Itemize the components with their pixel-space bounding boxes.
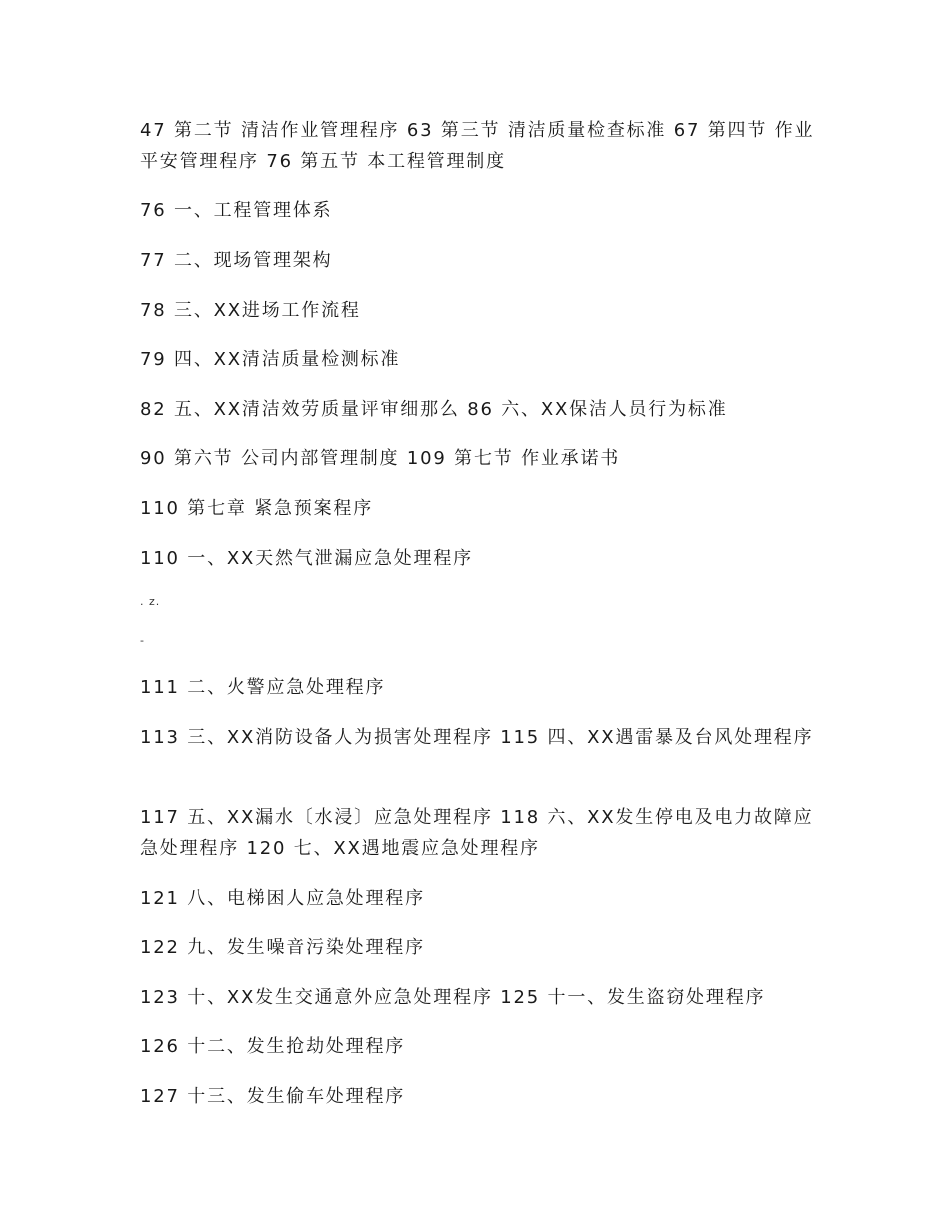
page-marker: . z. — [140, 595, 161, 608]
toc-entry: 47 第二节 清洁作业管理程序 63 第三节 清洁质量检查标准 67 第四节 作业平安管理程序 76 第五节 本工程管理制度 — [140, 120, 815, 172]
toc-entry: 76 一、工程管理体系 — [140, 200, 333, 221]
toc-entry: 113 三、XX消防设备人为损害处理程序 115 四、XX遇雷暴及台风处理程序 — [140, 727, 814, 748]
toc-entry: 127 十三、发生偷车处理程序 — [140, 1086, 406, 1107]
toc-entry: 79 四、XX清洁质量检测标准 — [140, 349, 401, 370]
dash-marker: - — [140, 634, 145, 647]
toc-entry: 126 十二、发生抢劫处理程序 — [140, 1036, 406, 1057]
toc-entry: 77 二、现场管理架构 — [140, 250, 333, 271]
toc-entry: 90 第六节 公司内部管理制度 109 第七节 作业承诺书 — [140, 448, 621, 469]
toc-entry: 82 五、XX清洁效劳质量评审细那么 86 六、XX保洁人员行为标准 — [140, 399, 728, 420]
toc-entry: 110 一、XX天然气泄漏应急处理程序 — [140, 548, 473, 569]
toc-entry: 122 九、发生噪音污染处理程序 — [140, 937, 425, 958]
toc-entry: 110 第七章 紧急预案程序 — [140, 498, 373, 519]
toc-entry: 117 五、XX漏水〔水浸〕应急处理程序 118 六、XX发生停电及电力故障应急处理程序 120 七、XX遇地震应急处理程序 — [140, 807, 814, 859]
toc-entry: 111 二、火警应急处理程序 — [140, 677, 386, 698]
toc-entry: 123 十、XX发生交通意外应急处理程序 125 十一、发生盗窃处理程序 — [140, 987, 766, 1008]
toc-entry: 78 三、XX进场工作流程 — [140, 300, 361, 321]
toc-entry: 121 八、电梯困人应急处理程序 — [140, 888, 425, 909]
